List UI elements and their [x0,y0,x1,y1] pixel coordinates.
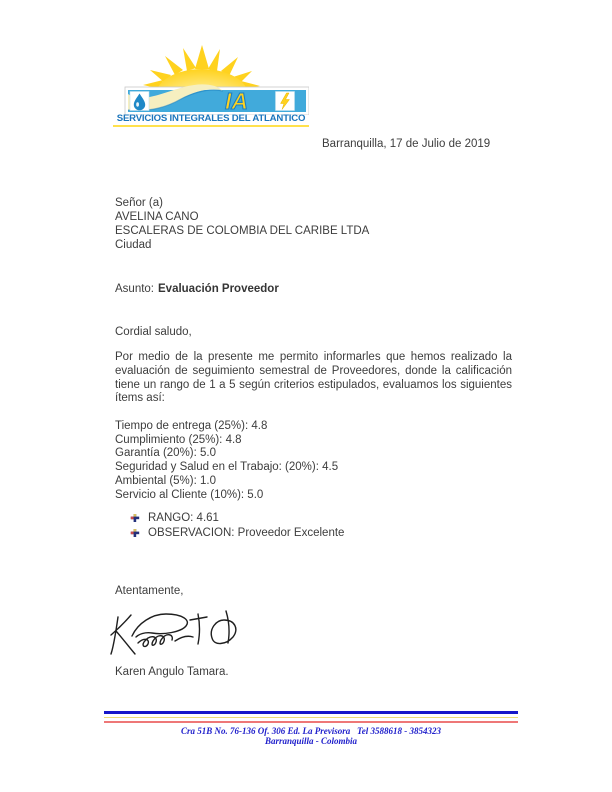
subject-line [115,283,279,295]
result-text: RANGO: 4.61 [148,512,219,525]
result-row [130,511,344,526]
recipient-city: Ciudad [115,238,152,251]
evaluation-items [115,420,338,502]
footer-rule-blue [104,711,518,714]
greeting: Cordial saludo, [115,326,192,338]
logo-acronym: IA [225,88,248,114]
evaluation-item: Ambiental (5%): 1.0 [115,474,216,487]
footer-rule-red [104,721,518,723]
footer-address: Cra 51B No. 76-136 Of. 306 Ed. La Previsora Tel 3588618 - 3854323 [181,725,441,736]
recipient-salutation: Señor (a) [115,197,163,209]
recipient-company: ESCALERAS DE COLOMBIA DEL CARIBE LTDA [115,224,370,237]
recipient-block [115,197,369,253]
water-drop-icon [130,92,149,111]
logo-underline [113,125,309,127]
lightning-bolt-icon [276,92,295,111]
signer-name: Karen Angulo Tamara. [115,666,229,678]
plus-bullet-icon [130,513,140,523]
company-logo [113,45,309,129]
footer-rule-yellow [104,717,518,719]
evaluation-item: Seguridad y Salud en el Trabajo: (20%): 4.5 [115,461,339,474]
subject-label: Asunto: [115,283,154,295]
recipient-name: AVELINA CANO [115,210,199,223]
closing: Atentamente, [115,585,184,597]
date-line: Barranquilla, 17 de Julio de 2019 [322,138,491,150]
page-footer [104,711,518,747]
sun-banner-logo-graphic [113,45,309,115]
logo-banner [125,84,309,115]
results-list [130,511,344,540]
handwritten-signature [108,601,253,666]
evaluation-item: Cumplimiento (25%): 4.8 [115,433,242,446]
result-text: OBSERVACION: Proveedor Excelente [148,526,345,539]
result-row [130,526,344,541]
subject-value: Evaluación Proveedor [158,283,279,295]
evaluation-item: Servicio al Cliente (10%): 5.0 [115,488,264,501]
body-paragraph: Por medio de la presente me permito informarles que hemos realizado la evaluación de seguimiento semestral de Proveedores, donde la calificación tiene un rango de 1 a 5 según criterios estipulados, evaluamos los siguientes ítems así: [115,351,512,405]
plus-bullet-icon [130,528,140,538]
footer-city: Barranquilla - Colombia [264,736,358,746]
evaluation-item: Tiempo de entrega (25%): 4.8 [115,420,268,432]
logo-tagline: SERVICIOS INTEGRALES DEL ATLANTICO [116,113,306,124]
evaluation-item: Garantía (20%): 5.0 [115,447,216,460]
